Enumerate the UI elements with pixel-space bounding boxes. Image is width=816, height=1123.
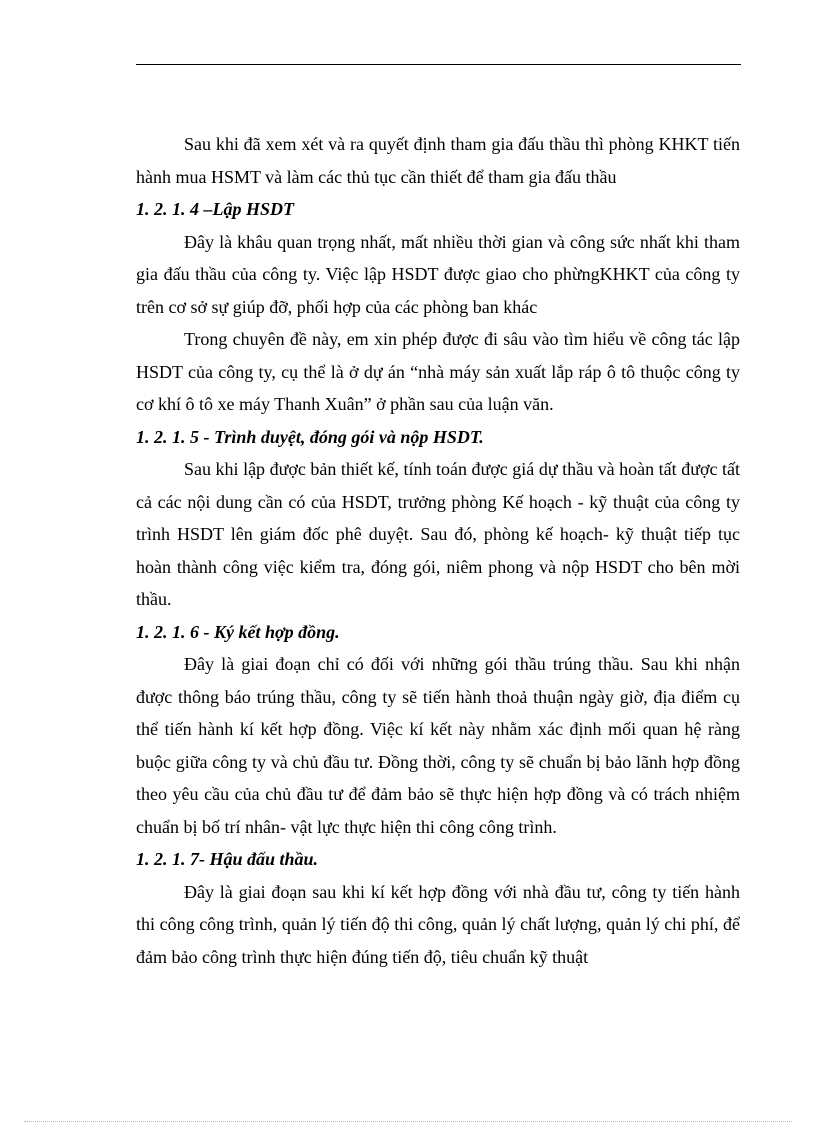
header-rule [136,64,741,65]
paragraph-hau-dau-thau: Đây là giai đoạn sau khi kí kết hợp đồng với nhà đầu tư, công ty tiến hành thi công công trình, quản lý tiến độ thi công, quản lý chất lượng, quản lý chi phí, để đảm bảo công trình thực hiện đúng tiến độ, tiêu chuẩn kỹ thuật [136,881,740,967]
paragraph-lap-hsdt-2: Trong chuyên đề này, em xin phép được đi sâu vào tìm hiểu về công tác lập HSDT của công ty, cụ thể là ở dự án “nhà máy sản xuất lắp ráp ô tô thuộc công ty cơ khí ô tô xe máy Thanh Xuân” ở phần sau của luận văn. [136,329,740,414]
heading-1-2-1-4: 1. 2. 1. 4 –Lập HSDT [136,199,295,219]
document-body [136,128,740,973]
footer-rule [24,1121,792,1122]
paragraph-intro: Sau khi đã xem xét và ra quyết định tham gia đấu thầu thì phòng KHKT tiến hành mua HSMT và làm các thủ tục cần thiết để tham gia đấu thầu [136,134,740,187]
heading-1-2-1-7: 1. 2. 1. 7- Hậu đấu thầu. [136,849,319,869]
heading-1-2-1-6: 1. 2. 1. 6 - Ký kết hợp đồng. [136,621,340,642]
paragraph-trinh-duyet: Sau khi lập được bản thiết kế, tính toán được giá dự thầu và hoàn tất được tất cả các nội dung cần có của HSDT, trưởng phòng Kế hoạch - kỹ thuật của công ty trình HSDT lên giám đốc phê duyệt. Sau đó, phòng kế hoạch- kỹ thuật tiếp tục hoàn thành công việc kiểm tra, đóng gói, niêm phong và nộp HSDT cho bên mời thầu. [136,459,740,609]
heading-1-2-1-5: 1. 2. 1. 5 - Trình duyệt, đóng gói và nộp HSDT. [136,426,484,447]
paragraph-ky-ket: Đây là giai đoạn chỉ có đối với những gói thầu trúng thầu. Sau khi nhận được thông báo trúng thầu, công ty sẽ tiến hành thoả thuận ngày giờ, địa điểm cụ thể tiến hành kí kết hợp đồng. Việc kí kết này nhằm xác định mối quan hệ ràng buộc giữa công ty và chủ đầu tư. Đồng thời, công ty sẽ chuẩn bị bảo lãnh hợp đồng theo yêu cầu của chủ đầu tư để đảm bảo sẽ thực hiện hợp đồng và có trách nhiệm chuẩn bị bố trí nhân- vật lực thực hiện thi công công trình. [136,654,740,837]
paragraph-lap-hsdt-1: Đây là khâu quan trọng nhất, mất nhiều thời gian và công sức nhất khi tham gia đấu thầu của công ty. Việc lập HSDT được giao cho phừngKHKT của công ty trên cơ sở sự giúp đỡ, phối hợp của các phòng ban khác [136,231,740,317]
